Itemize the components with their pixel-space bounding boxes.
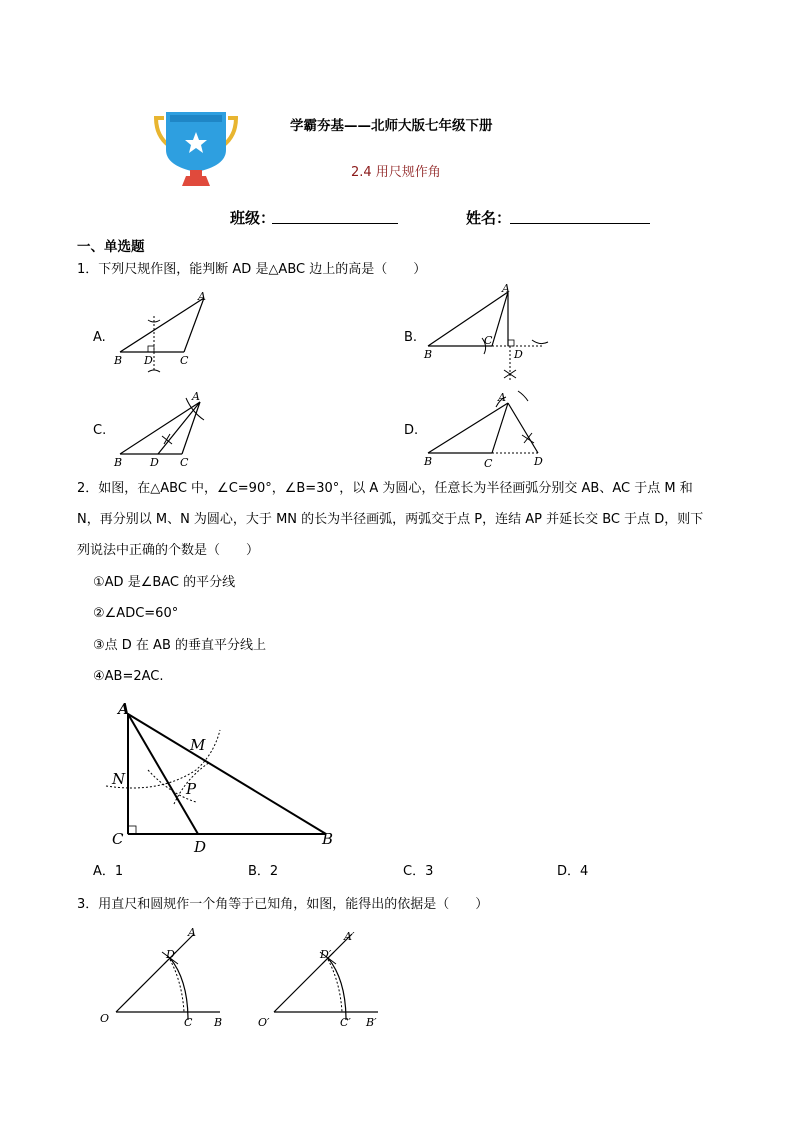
svg-text:B′: B′ [366,1016,377,1029]
svg-text:D′: D′ [320,948,332,961]
q2-statement-3: ③点 D 在 AB 的垂直平分线上 [93,638,267,653]
doc-title: 学霸夯基——北师大版七年级下册 [290,118,493,134]
svg-text:C: C [112,830,124,848]
svg-text:A: A [502,282,510,295]
svg-text:D: D [150,456,159,469]
doc-subtitle: 2.4 用尺规作角 [351,165,441,180]
svg-text:A: A [498,391,506,404]
q2-choice-c[interactable]: C．3 [403,864,434,879]
svg-text:M: M [190,736,206,754]
name-field[interactable] [510,207,650,224]
name-label: 姓名： [466,209,512,227]
q3-figure-left [98,922,238,1032]
svg-text:O: O [100,1012,110,1025]
q2-statement-4: ④AB=2AC. [93,669,164,684]
q1-option-a-label: A. [93,330,106,345]
svg-text:O′: O′ [258,1016,270,1029]
svg-text:A: A [118,700,130,718]
svg-text:A′: A′ [344,930,355,943]
class-label: 班级： [230,209,276,227]
q1-option-b-label: B. [404,330,418,345]
svg-text:D: D [194,838,207,856]
svg-text:A: A [192,390,200,403]
q1-figure-d [422,385,552,475]
trophy-logo [152,110,240,188]
svg-text:B: B [214,1016,223,1029]
class-field[interactable] [272,207,398,224]
q1-figure-b [422,282,552,387]
svg-text:B: B [424,455,433,468]
q3-figure-right [256,922,396,1032]
svg-text:B: B [114,354,123,367]
svg-text:A: A [188,926,196,939]
svg-text:N: N [112,770,126,788]
svg-text:C′: C′ [340,1016,351,1029]
q2-statement-2: ②∠ADC=60° [93,606,179,621]
svg-text:D: D [534,455,543,468]
svg-text:D: D [514,348,523,361]
q1-stem: 1．下列尺规作图，能判断 AD 是△ABC 边上的高是（ ） [77,262,427,277]
svg-text:C: C [484,334,493,347]
svg-text:A: A [198,290,206,303]
q1-figure-a [112,290,212,380]
svg-text:C: C [180,456,189,469]
q1-option-d-label: D. [404,423,419,438]
svg-text:B: B [114,456,123,469]
svg-text:C: C [484,457,493,470]
q1-figure-c [112,388,212,478]
svg-text:C: C [180,354,189,367]
svg-text:B: B [322,830,334,848]
q1-option-c-label: C. [93,423,107,438]
svg-text:C: C [184,1016,193,1029]
q2-statement-1: ①AD 是∠BAC 的平分线 [93,575,236,590]
q2-choice-a[interactable]: A．1 [93,864,124,879]
q2-choice-d[interactable]: D．4 [557,864,589,879]
q3-stem: 3．用直尺和圆规作一个角等于已知角，如图，能得出的依据是（ ） [77,897,489,912]
section-title: 一、单选题 [77,239,145,255]
q2-line2: N，再分别以 M、N 为圆心，大于 MN 的长为半径画弧，两弧交于点 P，连结 AP 并延长交 BC 于点 D，则下 [77,512,704,527]
q2-line3: 列说法中正确的个数是（ ） [77,543,260,558]
q2-line1: 2．如图，在△ABC 中，∠C=90°，∠B=30°，以 A 为圆心，任意长为半径画弧分别交 AB、AC 于点 M 和 [77,481,693,496]
q2-choice-b[interactable]: B．2 [248,864,279,879]
svg-text:D: D [144,354,153,367]
q2-figure [100,698,350,858]
svg-text:P: P [186,780,197,798]
svg-text:B: B [424,348,433,361]
svg-text:D: D [166,948,175,961]
